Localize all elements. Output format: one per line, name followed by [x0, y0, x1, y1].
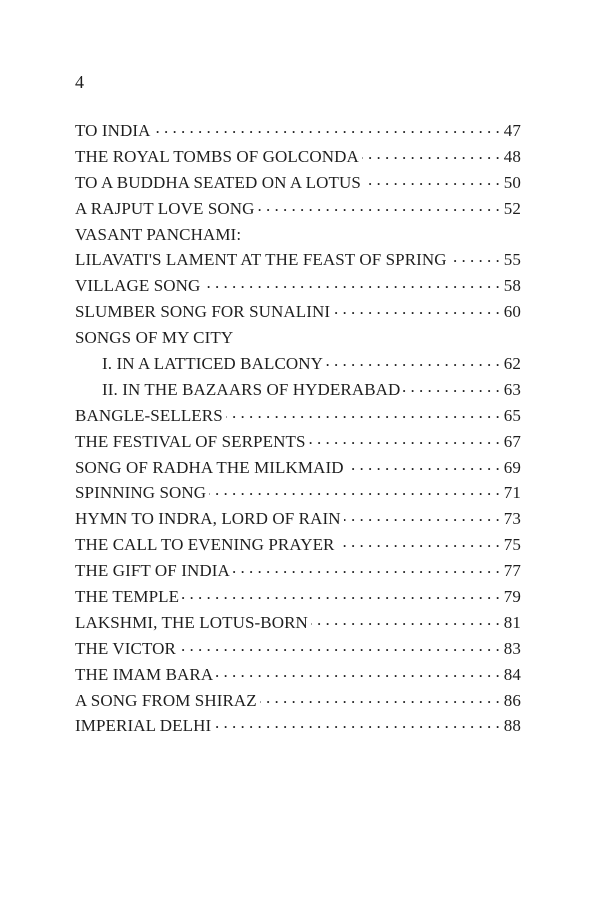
- toc-entry-page: 83: [503, 638, 521, 658]
- toc-entry: [75, 610, 521, 636]
- toc-entry-page: 71: [503, 483, 521, 503]
- toc-entry-page: 48: [503, 146, 521, 166]
- toc-entry-title: THE CALL TO EVENING PRAYER: [75, 535, 335, 555]
- toc-entry: [75, 532, 521, 558]
- toc-entry-page: 81: [503, 612, 521, 632]
- toc-entry-page: 79: [503, 587, 521, 607]
- toc-entry-page: 58: [503, 276, 521, 296]
- toc-entry-title: SPINNING SONG: [75, 483, 207, 503]
- toc-entry: [75, 713, 521, 739]
- toc-dot-leader: [214, 714, 500, 731]
- toc-entry: [75, 584, 521, 610]
- toc-dot-leader: [179, 637, 500, 654]
- toc-entry-title: THE GIFT OF INDIA: [75, 561, 230, 581]
- toc-entry-page: 65: [503, 405, 521, 425]
- toc-entry-title: LILAVATI'S LAMENT AT THE FEAST OF SPRING: [75, 250, 447, 270]
- toc-entry: [75, 377, 521, 403]
- toc-entry: [75, 196, 521, 222]
- toc-entry-title: VASANT PANCHAMI:: [75, 224, 242, 244]
- toc-entry: [75, 325, 521, 351]
- toc-dot-leader: [309, 430, 500, 447]
- toc-entry-title: VILLAGE SONG: [75, 276, 201, 296]
- toc-entry-title: I. IN A LATTICED BALCONY: [102, 354, 324, 374]
- toc-entry-page: 62: [503, 354, 521, 374]
- toc-entry-page: 47: [503, 121, 521, 140]
- toc-entry-title: THE VICTOR: [75, 638, 176, 658]
- toc-entry: [75, 403, 521, 429]
- toc-entry-title: LAKSHMI, THE LOTUS-BORN: [75, 612, 308, 632]
- toc-entry: [75, 222, 521, 248]
- toc-entry: [75, 299, 521, 325]
- toc-entry-title: IMPERIAL DELHI: [75, 716, 212, 736]
- toc-entry: [75, 455, 521, 481]
- toc-dot-leader: [182, 585, 500, 602]
- toc-entry: [75, 273, 521, 299]
- toc-entry-page: 67: [503, 431, 521, 451]
- toc-entry-title: THE IMAM BARA: [75, 664, 214, 684]
- toc-dot-leader: [226, 404, 500, 421]
- toc-entry-title: BANGLE-SELLERS: [75, 405, 223, 425]
- toc-dot-leader: [403, 378, 499, 395]
- toc-dot-leader: [258, 197, 500, 214]
- toc-entry: [75, 636, 521, 662]
- toc-entry-page: 55: [503, 250, 521, 270]
- toc-dot-leader: [450, 248, 500, 265]
- toc-entry-page: 86: [503, 690, 521, 710]
- table-of-contents: [75, 118, 521, 739]
- toc-entry-title: A SONG FROM SHIRAZ: [75, 690, 257, 710]
- toc-entry: [75, 144, 521, 170]
- toc-dot-leader: [154, 119, 500, 136]
- toc-entry: [75, 170, 521, 196]
- toc-dot-leader: [338, 533, 500, 550]
- toc-dot-leader: [233, 559, 500, 576]
- page-number: 4: [75, 72, 84, 92]
- toc-entry: [75, 688, 521, 714]
- toc-entry-title: A RAJPUT LOVE SONG: [75, 198, 255, 218]
- toc-entry: [75, 429, 521, 455]
- toc-entry: [75, 247, 521, 273]
- toc-entry-title: II. IN THE BAZAARS OF HYDERABAD: [102, 379, 401, 399]
- toc-entry-page: 50: [503, 172, 521, 192]
- toc-entry: [75, 558, 521, 584]
- toc-entry: [75, 118, 521, 144]
- toc-entry: [75, 506, 521, 532]
- toc-entry: [75, 662, 521, 688]
- toc-entry-title: SLUMBER SONG FOR SUNALINI: [75, 302, 331, 322]
- toc-entry-page: 84: [503, 664, 521, 684]
- toc-entry-page: 52: [503, 198, 521, 218]
- toc-entry-title: THE TEMPLE: [75, 587, 180, 607]
- toc-dot-leader: [362, 145, 500, 162]
- toc-dot-leader: [216, 663, 500, 680]
- toc-dot-leader: [344, 507, 500, 524]
- toc-entry-page: 63: [503, 379, 521, 399]
- toc-dot-leader: [326, 352, 500, 369]
- toc-entry-title: SONGS OF MY CITY: [75, 328, 234, 348]
- toc-dot-leader: [203, 274, 499, 291]
- toc-entry: [75, 351, 521, 377]
- toc-entry-title: SONG OF RADHA THE MILKMAID: [75, 457, 344, 477]
- toc-dot-leader: [364, 171, 500, 188]
- toc-entry-page: 77: [503, 561, 521, 581]
- toc-dot-leader: [311, 611, 500, 628]
- toc-dot-leader: [347, 456, 500, 473]
- toc-entry-title: TO A BUDDHA SEATED ON A LOTUS: [75, 172, 361, 192]
- toc-entry-title: THE ROYAL TOMBS OF GOLCONDA: [75, 146, 359, 166]
- toc-dot-leader: [260, 689, 500, 706]
- toc-entry-title: TO INDIA: [75, 121, 151, 140]
- toc-entry-page: 88: [503, 716, 521, 736]
- toc-entry: [75, 480, 521, 506]
- toc-entry-page: 60: [503, 302, 521, 322]
- toc-entry-title: THE FESTIVAL OF SERPENTS: [75, 431, 306, 451]
- toc-dot-leader: [209, 481, 500, 498]
- toc-entry-page: 73: [503, 509, 521, 529]
- toc-entry-page: 75: [503, 535, 521, 555]
- toc-entry-page: 69: [503, 457, 521, 477]
- toc-entry-title: HYMN TO INDRA, LORD OF RAIN: [75, 509, 341, 529]
- toc-dot-leader: [333, 300, 500, 317]
